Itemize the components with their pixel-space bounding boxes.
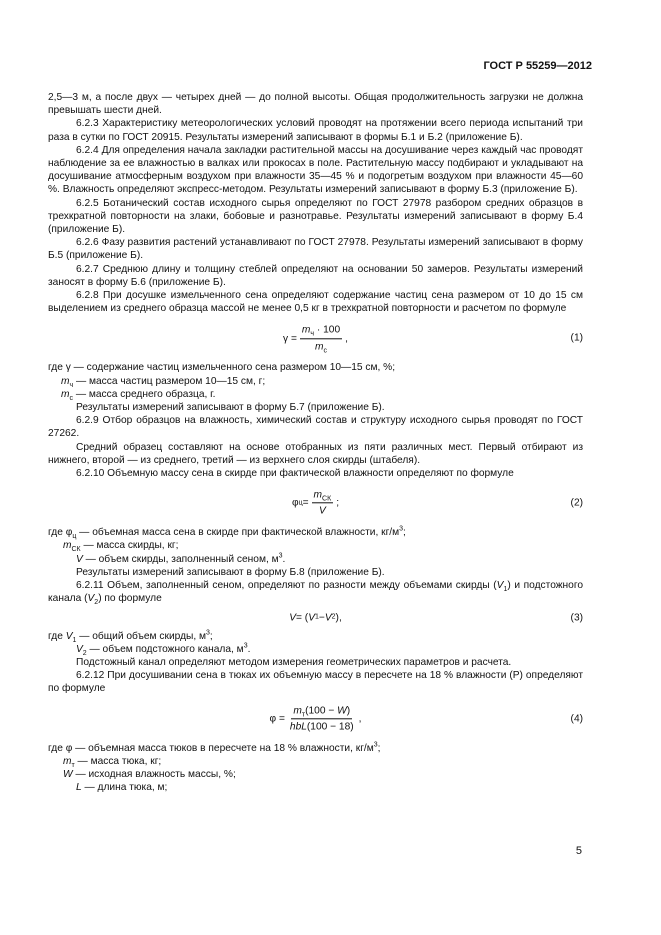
where-1-row-1: где γ — содержание частиц измельченного сена размером 10—15 см, %; [48,362,396,374]
where-2-row-2: $m_{СК}$ — масса скирды, кг; [63,540,179,554]
paragraph-6-2-6: 6.2.6 Фазу развития растений устанавливают по ГОСТ 27978. Результаты измерений записывают в форму Б.5 (приложение Б). [48,237,583,262]
formula-4: φ = $\frac{m_т(100 - W)}{\text{hbL(100 − 18)}}$ , (4) [269,704,583,733]
paragraph-intro: 2,5—3 м, а после двух — четырех дней — до полной высоты. Общая продолжительность загрузки не должна превышать шести дней. [48,92,583,117]
where-1-row-2: $m_ч$ — масса частиц размером 10—15 см, г; [61,375,266,389]
formula-2: φ ц = $\frac{m_{СК}}{V}$ ; (2) [291,489,583,517]
paragraph-6-2-5: 6.2.5 Ботанический состав исходного сырья определяют по ГОСТ 27978 разбором средних образцов в трехкратной повторности на злаки, бобовые и разнотравье. Результаты измерений записывают в форму Б.4 (приложение Б). [48,197,583,236]
formula-1-number: (1) [570,332,583,344]
paragraph-6-2-4: 6.2.4 Для определения начала закладки растительной массы на досушивание через каждый час проводят наблюдение за ее влажностью в валках или прокосах в поле. Растительную массу подбирают и укладывают на досушивание атмосферным воздухом при влажности 35—45 % и подогретым воздухом при влажности 45—60 %. Влажность определяют экспресс-методом. Результаты измерений записывают в форму Б.3 (приложение Б). [48,144,583,196]
where-4-row-4: L — длина тюка, м; [76,782,168,794]
paragraph-6-2-3: 6.2.3 Характеристику метеорологических условий проводят на протяжении всего периода испытаний три раза в сутки по ГОСТ 20915. Результаты измерений записывают в формы Б.1 и Б.2 (приложение Б). [48,118,583,143]
paragraph-channel-note: Подстожный канал определяют методом измерения геометрических параметров и расчета. [76,656,512,668]
paragraph-6-2-8: 6.2.8 При досушке измельченного сена определяют содержание частиц сена размером от 10 до 15 см выделением из среднего образца массой не менее 0,5 кг в трехкратной повторности и расчетом по формуле [48,290,583,315]
formula-4-number: (4) [570,712,583,724]
formula-4-fraction: $\frac{m_т(100 - W)}{\text{hbL(100 − 18)}}$ [289,704,354,733]
paragraph-6-2-9: 6.2.9 Отбор образцов на влажность, химический состав и структуру исходного сырья проводят по ГОСТ 27262. [48,415,583,440]
where-1-row-3: $m_с$ — масса среднего образца, г. [61,388,216,402]
page-number: 5 [575,845,582,857]
paragraph-6-2-11: 6.2.11 Объем, заполненный сеном, определяют по разности между объемами скирды $(V_1)$ и подстожного канала $(V_2)$ по формуле [48,580,584,607]
formula-1-fraction: $\frac{m_ч \cdot 100}{m_с}$ [301,324,341,354]
paragraph-6-2-7: 6.2.7 Среднюю длину и толщину стеблей определяют на основании 50 замеров. Результаты измерений заносят в форму Б.6 (приложение Б). [48,263,583,288]
where-3-row-2: $V_2$ — объем подстожного канала, $м^3$. [76,642,251,657]
paragraph-6-2-9-b: Средний образец составляют на основе отобранных из пяти различных мест. Первый отбирают из нижнего, второй — из среднего, третий — из верхнего слоя скирды (штабеля). [48,441,583,466]
paragraph-6-2-10: 6.2.10 Объемную массу сена в скирде при фактической влажности определяют по формуле [76,468,514,480]
page-body [48,91,583,794]
where-2-row-3: V — объем скирды, заполненный сеном, $м^3$. [76,552,286,565]
where-4-row-1: где φ — объемная масса тюков в пересчете на 18 % влажности, $кг/м^3$; [48,741,381,754]
formula-2-number: (2) [570,497,583,509]
formula-2-fraction: $\frac{m_{СК}}{V}$ [313,489,332,517]
where-3-row-1: где $V_1$ — общий объем скирды, $м^3$; [48,629,213,644]
paragraph-6-2-12: 6.2.12 При досушивании сена в тюках их объемную массу в пересчете на 18 % влажности (P) определяют по формуле [48,670,583,695]
where-4-row-2: $m_т$ — масса тюка, кг; [63,755,162,769]
where-2-row-1: где $\varphi_ц$ — объемная масса сена в скирде при фактической влажности, $кг/м^3$; [48,525,406,541]
document-header: ГОСТ Р 55259—2012 [483,60,592,72]
formula-3: V = ( V 1 − V 2 ), (3) [289,611,583,623]
formula-3-number: (3) [570,611,583,623]
results-b7: Результаты измерений записывают в форму Б.7 (приложение Б). [76,402,385,414]
where-4-row-3: W — исходная влажность массы, %; [63,768,236,780]
formula-1-lhs: γ = [283,332,297,344]
results-b8: Результаты измерений записывают в форму Б.8 (приложение Б). [76,566,385,578]
formula-1: γ = $\frac{m_ч \cdot 100}{m_с}$ , (1) [283,324,583,354]
